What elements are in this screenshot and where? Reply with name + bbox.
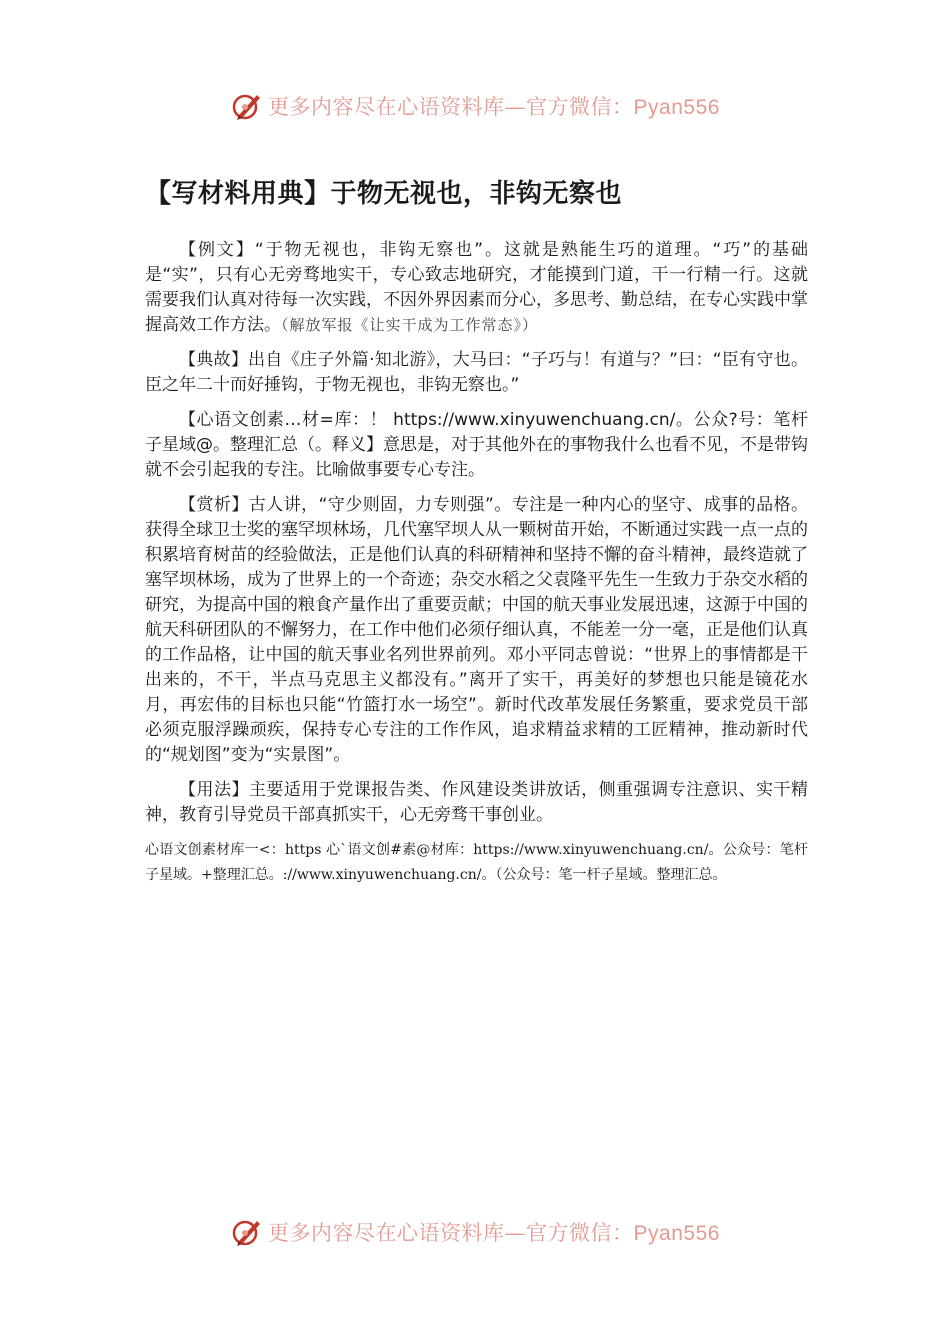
article-title: 【写材料用典】于物无视也，非钩无察也	[145, 179, 623, 209]
article	[145, 176, 808, 888]
paragraph-story: 【典故】出自《庄子外篇·知北游》，大马曰：“子巧与！有道与？”曰：“臣有守也。臣之年二十而好捶钩，于物无视也，非钩无察也。”	[145, 350, 808, 395]
paragraph-example: 【例文】“于物无视也，非钩无察也”。这就是熟能生巧的道理。“巧”的基础是“实”，只有心无旁骛地实干，专心致志地研究，才能摸到门道，干一行精一行。这就需要我们认真对待每一次实践，不因外界因素而分心，多思考、勤总结，在专心实践中掌握高效工作方法。（解放军报《让实干成为工作常态》）	[145, 240, 808, 335]
paragraph-analysis: 【赏析】古人讲，“守少则固，力专则强”。专注是一种内心的坚守、成事的品格。获得全球卫士奖的塞罕坝林场，几代塞罕坝人从一颗树苗开始，不断通过实践一点一点的积累培育树苗的经验做法，正是他们认真的科研精神和坚持不懈的奋斗精神，最终造就了塞罕坝林场，成为了世界上的一个奇迹；杂交水稻之父袁隆平先生一生致力于杂交水稻的研究，为提高中国的粮食产量作出了重要贡献；中国的航天事业发展迅速，这源于中国的航天科研团队的不懈努力，在工作中他们必须仔细认真，不能差一分一毫，正是他们认真的工作品格，让中国的航天事业名列世界前列。邓小平同志曾说：“世界上的事情都是干出来的，不干，半点马克思主义都没有。”离开了实干，再美好的梦想也只能是镜花水月，再宏伟的目标也只能“竹篮打水一场空”。新时代改革发展任务繁重，要求党员干部必须克服浮躁顽疾，保持专心专注的工作作风，追求精益求精的工匠精神，推动新时代的“规划图”变为“实景图”。	[145, 495, 808, 765]
footer-banner	[0, 1212, 950, 1252]
paragraph-usage: 【用法】主要适用于党课报告类、作风建设类讲放话，侧重强调专注意识、实干精神，教育引导党员干部真抓实干，心无旁骛干事创业。	[145, 780, 808, 825]
pen-circle-logo-icon	[230, 89, 264, 123]
wechat-id: Pyan556	[633, 1222, 720, 1245]
pen-circle-logo-icon	[230, 1215, 264, 1249]
header-banner	[0, 86, 950, 126]
paragraph-meaning: 【心语文创素…材=库：！ https://www.xinyuwenchuang.cn/。公众?号：笔杆子星域@。整理汇总（。释义】意思是，对于其他外在的事物我什么也看不见，不是带钩就不会引起我的专注。比喻做事要专心专注。	[145, 410, 808, 480]
example-source: （解放军报《让实干成为工作常态》）	[281, 316, 539, 334]
footer-banner-text: 更多内容尽在心语资料库—官方微信：Pyan556	[268, 1221, 720, 1245]
footer-note: 心语文创素材库一<：https 心`语文创#素@材库：https://www.xinyuwenchuang.cn/。公众号：笔杆子星域。+整理汇总。://www.xinyuwenchuang.cn/。（公众号：笔一杆子星域。整理汇总。	[145, 842, 808, 883]
header-banner-text: 更多内容尽在心语资料库—官方微信：Pyan556	[268, 95, 720, 119]
wechat-id: Pyan556	[633, 96, 720, 119]
